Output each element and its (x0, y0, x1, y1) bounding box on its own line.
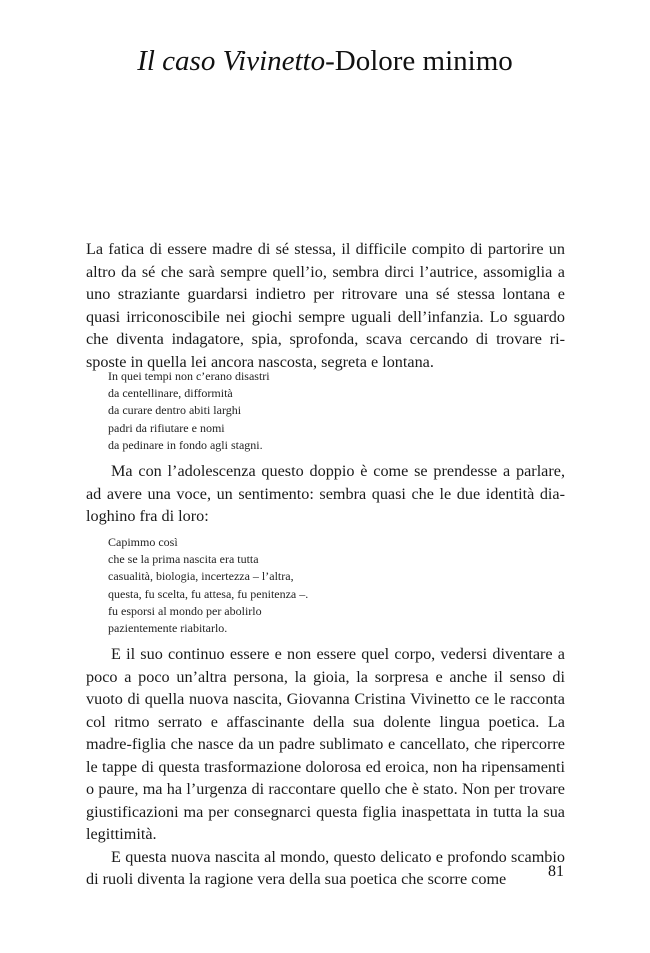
poem-quote-2 (108, 534, 548, 637)
poem-line: da centellinare, difformità (108, 386, 233, 401)
poem-line: In quei tempi non c’erano disastri (108, 369, 270, 383)
poem-line: questa, fu scelta, fu attesa, fu penitenza –. (108, 586, 309, 601)
body-paragraph-3-block (86, 643, 565, 891)
body-paragraph-1: La fatica di essere madre di sé stessa, il difficile compito di partorire un altro da sé che sarà sempre quell’io, sembra dirci l’autrice, assomiglia a uno straziante guardarsi indietro per ritrovare una sé stessa lontana e quasi irriconoscibile nei giochi sempre uguali dell’infanzia. Lo sguardo che diventa indagatore, spia, sprofonda, scava cercando di trovare risposte in quella lei ancora nascosta, segreta e lontana. (86, 240, 565, 371)
body-paragraph-2-block (86, 460, 565, 528)
poem-line: casualità, biologia, incertezza – l’altra, (108, 569, 294, 584)
poem-line: padri da rifiutare e nomi (108, 420, 225, 435)
poem-line: pazientemente riabitarlo. (108, 621, 228, 636)
poem-line: che se la prima nascita era tutta (108, 552, 259, 567)
poem-line: da curare dentro abiti larghi (108, 403, 242, 418)
body-paragraph-1-block (86, 238, 565, 373)
page-title-italic: Il caso Vivinetto (137, 45, 326, 77)
page-title (0, 44, 650, 78)
poem-line: da pedinare in fondo agli stagni. (108, 437, 263, 452)
page-title-rest: -Dolore minimo (325, 45, 513, 77)
poem-line: Capimmo così (108, 535, 178, 549)
body-paragraph-3: E il suo continuo essere e non essere quel corpo, vedersi diventare a poco a poco un’altra persona, la gioia, la sorpresa e anche il senso di vuoto di quella nuova nascita, Giovanna Cristina Vivinetto ce le racconta col ritmo serrato e affascinante della sua dolente lingua poetica. La madre-figlia che nasce da un padre sublimato e cancellato, che ripercorre le tappe di questa trasformazione dolorosa ed eroica, non ha ripensamenti o paure, ma ha l’urgenza di raccontare quello che è stato. Non per trovare giustificazioni ma per consegnarci questa figlia inaspettata in tutta la sua legittimità. (86, 645, 565, 843)
body-paragraph-4: E questa nuova nascita al mondo, questo delicato e profondo scambio di ruoli diventa la ragione vera della sua poetica che scorre come (86, 847, 565, 888)
page-number: 81 (548, 863, 564, 880)
poem-line: fu esporsi al mondo per abolirlo (108, 603, 262, 618)
body-paragraph-2: Ma con l’adolescenza questo doppio è come se prendesse a parlare, ad avere una voce, un sentimento: sembra quasi che le due identità dialoghino fra di loro: (86, 462, 565, 525)
poem-quote-1 (108, 368, 548, 454)
